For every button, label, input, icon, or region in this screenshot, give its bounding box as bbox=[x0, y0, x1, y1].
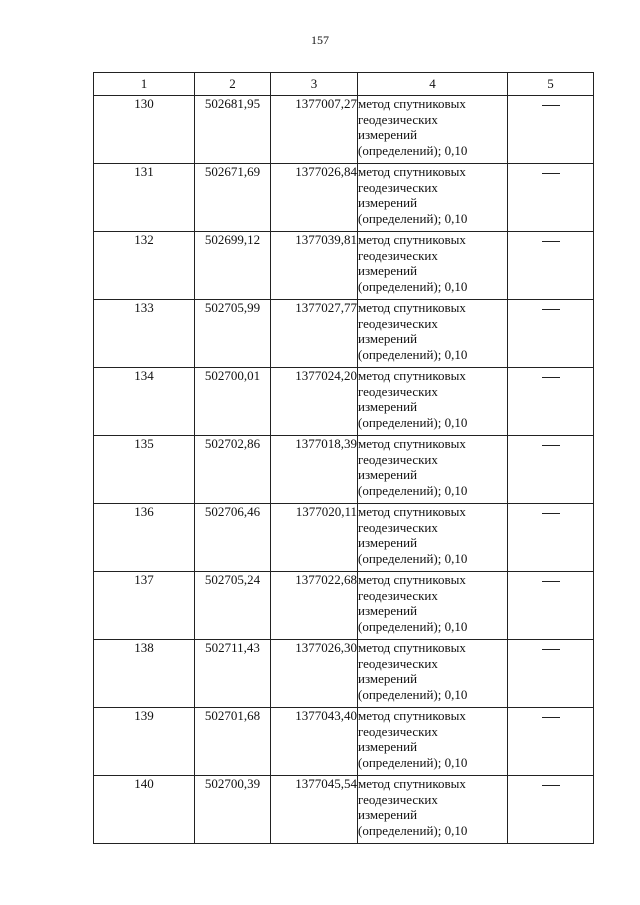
method-cell bbox=[358, 640, 508, 708]
column5-cell bbox=[508, 640, 594, 708]
dash-mark bbox=[542, 445, 560, 446]
method-text-line: (определений); 0,10 bbox=[358, 686, 468, 702]
dash-mark bbox=[542, 785, 560, 786]
method-text-line: (определений); 0,10 bbox=[358, 550, 468, 566]
column-header: 1 bbox=[94, 73, 195, 96]
x-coordinate-cell: 502700,01 bbox=[195, 368, 271, 436]
table-row bbox=[94, 232, 594, 300]
method-text-line: метод спутниковых bbox=[358, 300, 466, 315]
x-coordinate-cell: 502705,24 bbox=[195, 572, 271, 640]
table-row bbox=[94, 572, 594, 640]
column5-cell bbox=[508, 436, 594, 504]
table-row bbox=[94, 776, 594, 844]
table-row bbox=[94, 640, 594, 708]
y-coordinate-cell: 1377020,11 bbox=[271, 504, 358, 572]
column5-cell bbox=[508, 368, 594, 436]
column5-cell bbox=[508, 572, 594, 640]
point-number-cell: 139 bbox=[94, 708, 195, 776]
x-coordinate-cell: 502699,12 bbox=[195, 232, 271, 300]
x-coordinate-cell: 502706,46 bbox=[195, 504, 271, 572]
column5-cell bbox=[508, 300, 594, 368]
table-row bbox=[94, 96, 594, 164]
method-text-line: метод спутниковых bbox=[358, 368, 466, 383]
dash-mark bbox=[542, 581, 560, 582]
method-text-line: метод спутниковых bbox=[358, 96, 466, 111]
method-text-line: метод спутниковых bbox=[358, 708, 466, 723]
method-text-line: измерений bbox=[358, 195, 418, 210]
method-text-line: измерений bbox=[358, 127, 418, 142]
coordinates-table bbox=[93, 72, 594, 844]
method-text-line: геодезических bbox=[358, 383, 438, 399]
method-text-line: измерений bbox=[358, 739, 418, 754]
method-text-line: геодезических bbox=[358, 519, 438, 535]
x-coordinate-cell: 502701,68 bbox=[195, 708, 271, 776]
method-text-line: геодезических bbox=[358, 451, 438, 467]
point-number-cell: 132 bbox=[94, 232, 195, 300]
dash-mark bbox=[542, 717, 560, 718]
point-number-cell: 133 bbox=[94, 300, 195, 368]
point-number-cell: 135 bbox=[94, 436, 195, 504]
table-body bbox=[94, 96, 594, 844]
dash-mark bbox=[542, 513, 560, 514]
point-number-cell: 131 bbox=[94, 164, 195, 232]
column5-cell bbox=[508, 708, 594, 776]
column-header: 4 bbox=[358, 73, 508, 96]
page-number: 157 bbox=[311, 33, 329, 47]
y-coordinate-cell: 1377039,81 bbox=[271, 232, 358, 300]
method-cell bbox=[358, 504, 508, 572]
point-number-cell: 137 bbox=[94, 572, 195, 640]
method-text-line: геодезических bbox=[358, 791, 438, 807]
method-text-line: метод спутниковых bbox=[358, 504, 466, 519]
dash-mark bbox=[542, 173, 560, 174]
column5-cell bbox=[508, 504, 594, 572]
method-text-line: измерений bbox=[358, 535, 418, 550]
method-cell bbox=[358, 436, 508, 504]
method-text-line: метод спутниковых bbox=[358, 232, 466, 247]
x-coordinate-cell: 502705,99 bbox=[195, 300, 271, 368]
point-number-cell: 134 bbox=[94, 368, 195, 436]
method-text-line: (определений); 0,10 bbox=[358, 618, 468, 634]
method-cell bbox=[358, 96, 508, 164]
method-text-line: (определений); 0,10 bbox=[358, 346, 468, 362]
y-coordinate-cell: 1377018,39 bbox=[271, 436, 358, 504]
method-text-line: измерений bbox=[358, 399, 418, 414]
method-text-line: измерений bbox=[358, 263, 418, 278]
column-header: 2 bbox=[195, 73, 271, 96]
x-coordinate-cell: 502700,39 bbox=[195, 776, 271, 844]
method-cell bbox=[358, 708, 508, 776]
dash-mark bbox=[542, 309, 560, 310]
method-text-line: метод спутниковых bbox=[358, 776, 466, 791]
y-coordinate-cell: 1377022,68 bbox=[271, 572, 358, 640]
column-header: 3 bbox=[271, 73, 358, 96]
point-number-cell: 136 bbox=[94, 504, 195, 572]
point-number-cell: 140 bbox=[94, 776, 195, 844]
table-row bbox=[94, 164, 594, 232]
method-text-line: метод спутниковых bbox=[358, 436, 466, 451]
method-text-line: измерений bbox=[358, 671, 418, 686]
dash-mark bbox=[542, 241, 560, 242]
method-text-line: геодезических bbox=[358, 655, 438, 671]
method-cell bbox=[358, 776, 508, 844]
method-cell bbox=[358, 164, 508, 232]
method-text-line: геодезических bbox=[358, 247, 438, 263]
point-number-cell: 138 bbox=[94, 640, 195, 708]
method-cell bbox=[358, 232, 508, 300]
dash-mark bbox=[542, 649, 560, 650]
x-coordinate-cell: 502702,86 bbox=[195, 436, 271, 504]
y-coordinate-cell: 1377007,27 bbox=[271, 96, 358, 164]
x-coordinate-cell: 502681,95 bbox=[195, 96, 271, 164]
y-coordinate-cell: 1377024,20 bbox=[271, 368, 358, 436]
method-text-line: геодезических bbox=[358, 587, 438, 603]
y-coordinate-cell: 1377026,30 bbox=[271, 640, 358, 708]
method-text-line: метод спутниковых bbox=[358, 640, 466, 655]
column5-cell bbox=[508, 776, 594, 844]
table-row bbox=[94, 436, 594, 504]
method-cell bbox=[358, 300, 508, 368]
y-coordinate-cell: 1377045,54 bbox=[271, 776, 358, 844]
method-text-line: геодезических bbox=[358, 179, 438, 195]
method-text-line: (определений); 0,10 bbox=[358, 278, 468, 294]
method-text-line: геодезических bbox=[358, 315, 438, 331]
method-cell bbox=[358, 368, 508, 436]
table-header-row bbox=[94, 73, 594, 96]
method-text-line: (определений); 0,10 bbox=[358, 482, 468, 498]
y-coordinate-cell: 1377026,84 bbox=[271, 164, 358, 232]
method-text-line: (определений); 0,10 bbox=[358, 754, 468, 770]
method-text-line: измерений bbox=[358, 603, 418, 618]
point-number-cell: 130 bbox=[94, 96, 195, 164]
table-row bbox=[94, 300, 594, 368]
method-text-line: (определений); 0,10 bbox=[358, 414, 468, 430]
method-text-line: метод спутниковых bbox=[358, 164, 466, 179]
table-row bbox=[94, 708, 594, 776]
method-text-line: измерений bbox=[358, 331, 418, 346]
method-text-line: геодезических bbox=[358, 723, 438, 739]
column5-cell bbox=[508, 164, 594, 232]
column5-cell bbox=[508, 232, 594, 300]
method-text-line: измерений bbox=[358, 807, 418, 822]
y-coordinate-cell: 1377043,40 bbox=[271, 708, 358, 776]
method-text-line: измерений bbox=[358, 467, 418, 482]
x-coordinate-cell: 502711,43 bbox=[195, 640, 271, 708]
table-row bbox=[94, 368, 594, 436]
column5-cell bbox=[508, 96, 594, 164]
method-text-line: метод спутниковых bbox=[358, 572, 466, 587]
method-text-line: (определений); 0,10 bbox=[358, 142, 468, 158]
table-row bbox=[94, 504, 594, 572]
x-coordinate-cell: 502671,69 bbox=[195, 164, 271, 232]
dash-mark bbox=[542, 377, 560, 378]
method-text-line: (определений); 0,10 bbox=[358, 210, 468, 226]
method-text-line: (определений); 0,10 bbox=[358, 822, 468, 838]
dash-mark bbox=[542, 105, 560, 106]
column-header: 5 bbox=[508, 73, 594, 96]
y-coordinate-cell: 1377027,77 bbox=[271, 300, 358, 368]
method-text-line: геодезических bbox=[358, 111, 438, 127]
method-cell bbox=[358, 572, 508, 640]
